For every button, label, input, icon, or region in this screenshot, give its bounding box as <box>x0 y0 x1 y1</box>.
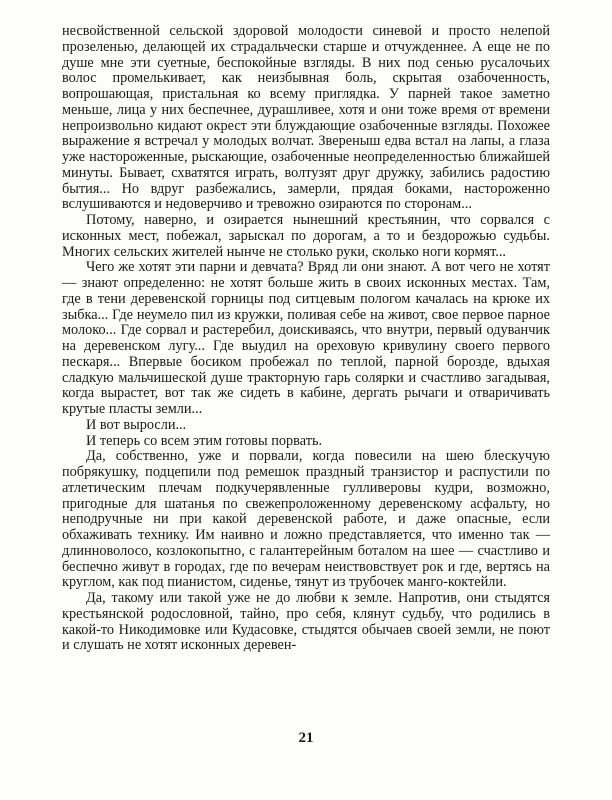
paragraph-5: И теперь со всем этим готовы порвать. <box>86 432 323 449</box>
paragraph-2: Потому, наверно, и озирается нынешний крестьянин, что сорвался с исконных мест, побежал, зарыскал по дорогам, а то и бездорожью судьбы. Многих сельских жителей нынче не столько руки, сколько ноги кормят... <box>62 212 550 260</box>
paragraph-7: Да, такому или такой уже не до любви к земле. Напротив, они стыдятся крестьянской родословной, тайно, про себя, клянут судьбу, что родились в какой-то Никодимовке или Кудасовке, стыдятся обычаев своей земли, не поют и слушать не хотят исконных деревен- <box>62 590 550 654</box>
paragraph-4: И вот выросли... <box>86 416 187 433</box>
paragraph-6: Да, собственно, уже и порвали, когда повесили на шею блескучую побрякушку, подцепили под ремешок праздный транзистор и распустили по атлетическим плечам подкучерявленные гулливеровы кудри, возможно, пригодные для шатанья по свежепроложенному деревенскому асфальту, но неподручные ни при какой деревенской работе, и даже опасные, если обхаживать технику. Им наивно и ложно представляется, что именно так — длинноволосо, козлокопытно, с галантерейным боталом на шее — счастливо и беспечно живут в городах, где по вечерам неиствовствует рок и где, вертясь на круглом, как под пианистом, сиденье, тянут из трубочек манго-коктейли. <box>62 448 550 591</box>
page-number: 21 <box>298 730 314 746</box>
paragraph-1: несвойственной сельской здоровой молодости синевой и просто нелепой прозеленью, делающей их страдальчески старше и отчужденнее. А еще не по душе мне эти суетные, беспокойные взгляды. В них под сенью русалочьих волос промелькивает, как неизбывная боль, скрытая озабоченность, вопрошающая, пристальная ко всему приглядка. У парней такое заметно меньше, лица у них беспечнее, дурашливее, хотя и они тоже время от времени непроизвольно кидают окрест эти блуждающие озабоченные взгляды. Похожее выражение я встречал у молодых волчат. Звереныш едва встал на лапы, а глаза уже настороженные, рыскающие, озабоченные неопределенностью ближайшей минуты. Бывает, схватятся играть, волтузят друг дружку, забились радостию бытия... Но вдруг разбежались, замерли, прядая боками, настороженно вслушиваются и недоверчиво и тревожно озираются по сторонам... <box>62 23 550 213</box>
body-text <box>62 24 550 654</box>
paragraph-3: Чего же хотят эти парни и девчата? Вряд ли они знают. А вот чего не хотят — знают определенно: не хотят больше жить в своих исконных местах. Там, где в тени деревенской горницы под ситцевым пологом качалась на крюке их зыбка... Где неумело пил из кружки, поливая себе на живот, свое первое парное молоко... Где сорвал и растеребил, доискиваясь, что внутри, первый одуванчик на деревенском лугу... Где выудил на ореховую кривулину своего первого пескаря... Впервые босиком пробежал по теплой, парной борозде, вдыхая сладкую мальчишеской душе тракторную гарь солярки и счастливо загадывая, когда вырастет, вот так же сидеть в кабине, дергать рычаги и отваричивать крутые пласты земли... <box>62 259 550 417</box>
